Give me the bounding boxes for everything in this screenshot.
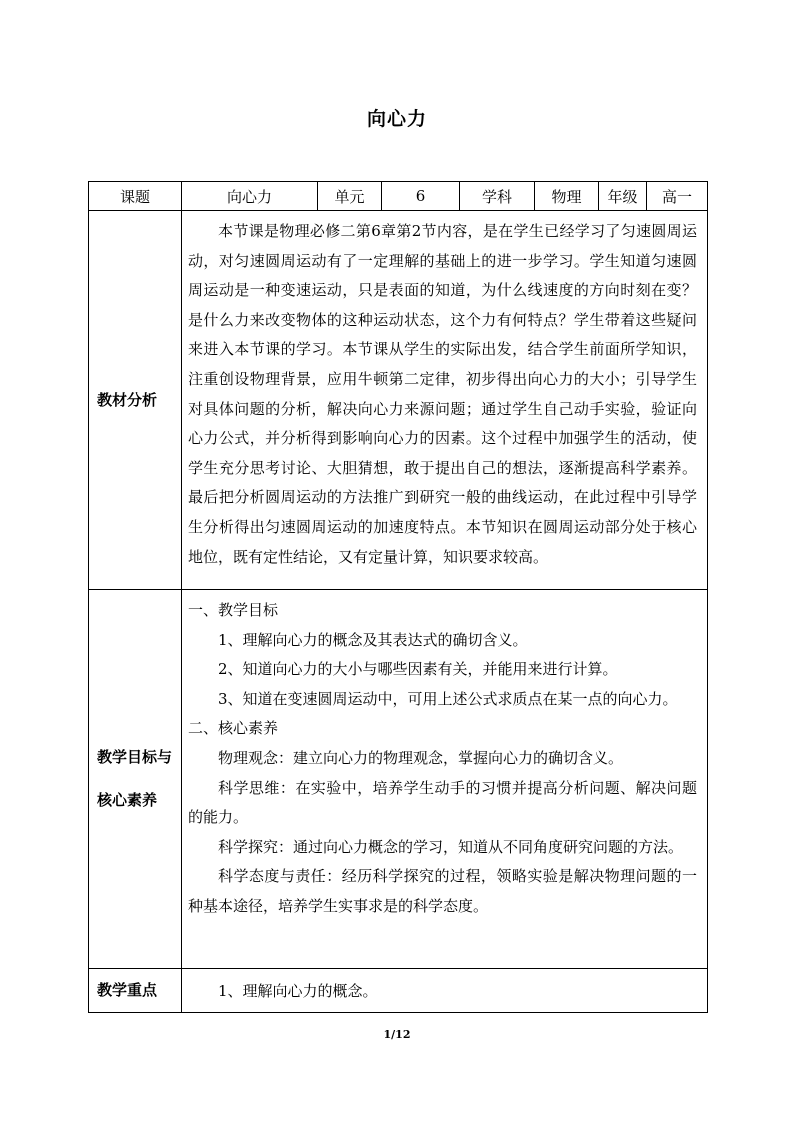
key-points-label: 教学重点: [89, 969, 182, 1013]
subject-value: 物理: [535, 182, 599, 211]
literacy-item-2: 科学思维：在实验中，培养学生动手的习惯并提高分析问题、解决问题的能力。: [188, 778, 697, 827]
unit-value: 6: [382, 182, 460, 211]
goal-item-2: 2、知道向心力的大小与哪些因素有关，并能用来进行计算。: [218, 660, 618, 679]
key-point-item-1: 1、理解向心力的概念。: [218, 981, 378, 1000]
literacy-item-4: 科学态度与责任：经历科学探究的过程，领略实验是解决物理问题的一种基本途径，培养学生实事求是的科学态度。: [188, 867, 697, 915]
key-points-row: [89, 969, 708, 1013]
goal-item-1: 1、理解向心力的概念及其表达式的确切含义。: [218, 630, 528, 649]
goal-item-3: 3、知道在变速圆周运动中，可用上述公式求质点在某一点的向心力。: [218, 689, 678, 708]
grade-label: 年级: [599, 182, 647, 211]
analysis-content: [182, 211, 708, 590]
literacy-item-1: 物理观念：建立向心力的物理观念，掌握向心力的确切含义。: [218, 748, 624, 767]
page-number: 1/12: [383, 1028, 411, 1041]
unit-label: 单元: [318, 182, 382, 211]
topic-label: 课题: [89, 182, 182, 211]
objectives-label: 教学目标与核心素养: [89, 590, 182, 969]
topic-value: 向心力: [182, 182, 318, 211]
grade-value: 高一: [647, 182, 708, 211]
objectives-heading-goals: 一、教学目标: [188, 601, 279, 619]
objectives-heading-literacy: 二、核心素养: [188, 719, 279, 738]
analysis-row: [89, 211, 708, 590]
subject-label: 学科: [460, 182, 535, 211]
lesson-plan-table: [88, 181, 708, 1013]
document-title: 向心力: [366, 108, 427, 130]
analysis-label: 教材分析: [89, 211, 182, 590]
objectives-row: [89, 590, 708, 969]
key-points-content: [182, 969, 708, 1013]
header-row: [89, 182, 708, 211]
literacy-item-3: 科学探究：通过向心力概念的学习，知道从不同角度研究问题的方法。: [218, 837, 684, 856]
analysis-text: 本节课是物理必修二第6章第2节内容，是在学生已经学习了匀速圆周运动，对匀速圆周运动有了一定理解的基础上的进一步学习。学生知道匀速圆周运动是一种变速运动，只是表面的知道，为什么线速度的方向时刻在变？是什么力来改变物体的这种运动状态，这个力有何特点？学生带着这些疑问来进入本节课的学习。本节课从学生的实际出发，结合学生前面所学知识，注重创设物理背景，应用牛顿第二定律，初步得出向心力的大小；引导学生对具体问题的分析，解决向心力来源问题；通过学生自己动手实验，验证向心力公式，并分析得到影响向心力的因素。这个过程中加强学生的活动，使学生充分思考讨论、大胆猜想，敢于提出自己的想法，逐渐提高科学素养。最后把分析圆周运动的方法推广到研究一般的曲线运动，在此过程中引导学生分析得出匀速圆周运动的加速度特点。本节知识在圆周运动部分处于核心地位，既有定性结论，又有定量计算，知识要求较高。: [188, 222, 697, 566]
objectives-content: [182, 590, 708, 969]
